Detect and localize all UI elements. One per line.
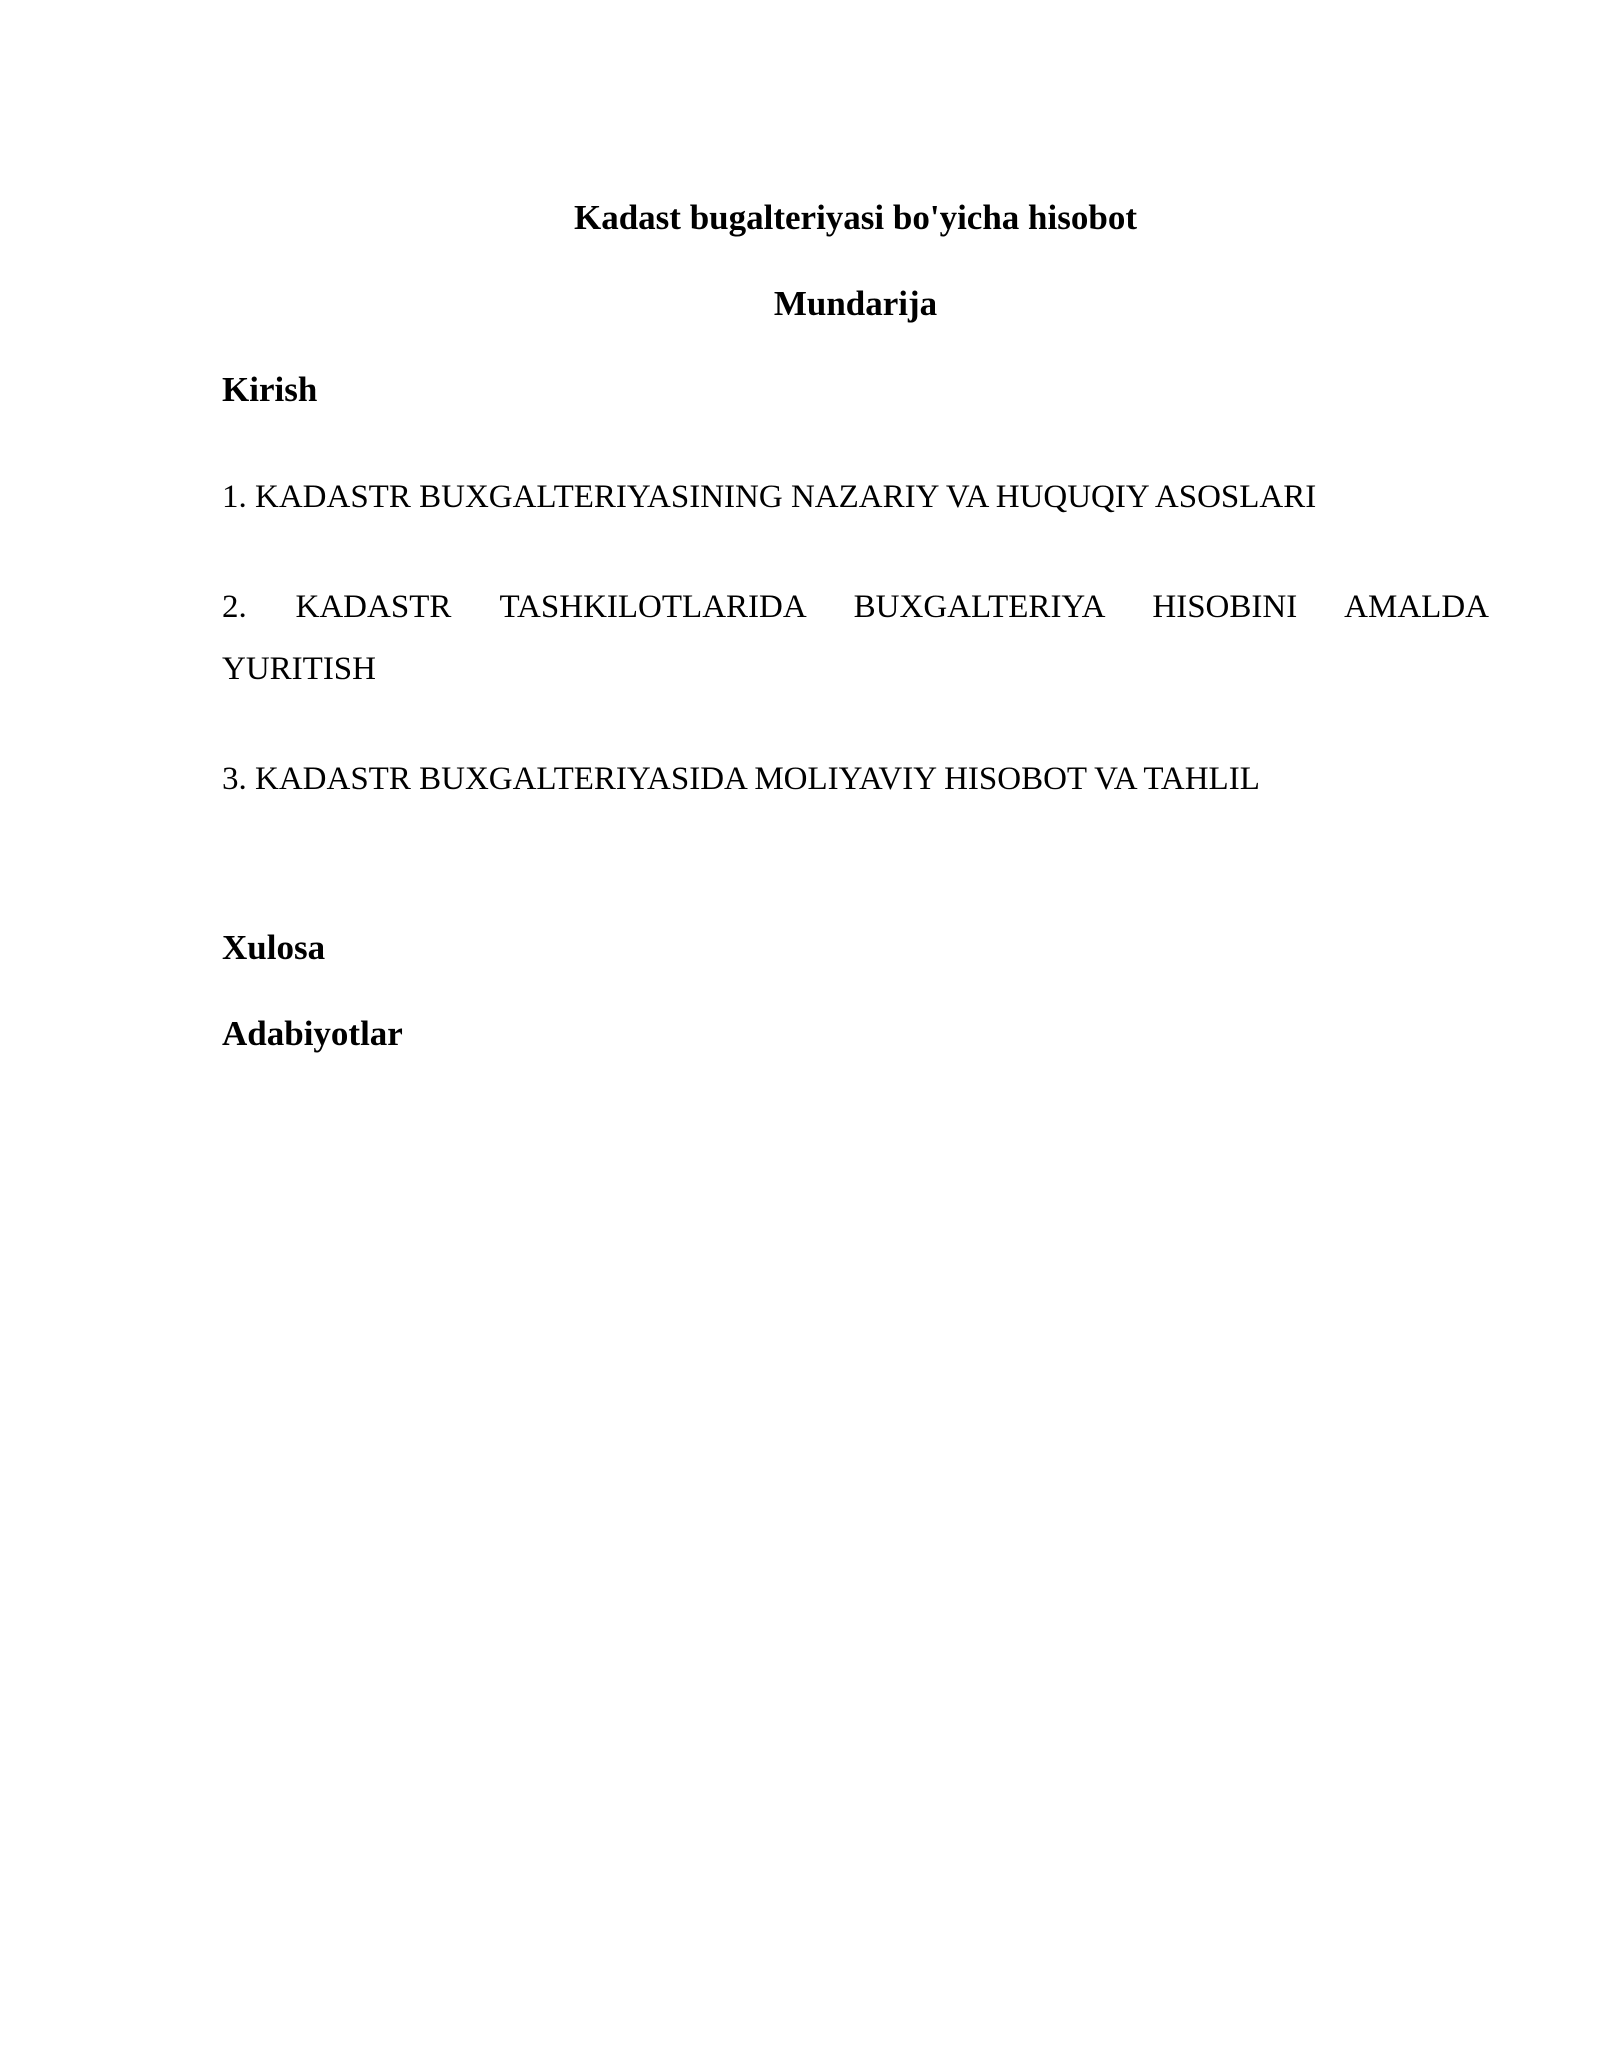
toc-item-conclusion: Xulosa — [222, 928, 326, 967]
document-title: Kadast bugalteriyasi bo'yicha hisobot — [573, 198, 1137, 237]
toc-item-section-1: 1. KADASTR BUXGALTERIYASINING NAZARIY VA HUQUQIY ASOSLARI — [222, 479, 1317, 515]
toc-item-section-3: 3. KADASTR BUXGALTERIYASIDA MOLIYAVIY HISOBOT VA TAHLIL — [222, 761, 1260, 797]
document-content — [222, 190, 1489, 1062]
toc-item-section-2: 2. KADASTR TASHKILOTLARIDA BUXGALTERIYA HISOBINI AMALDA YURITISH — [222, 589, 1489, 687]
toc-heading: Mundarija — [773, 284, 938, 323]
toc-item-intro: Kirish — [222, 370, 318, 409]
toc-item-references: Adabiyotlar — [222, 1014, 403, 1053]
